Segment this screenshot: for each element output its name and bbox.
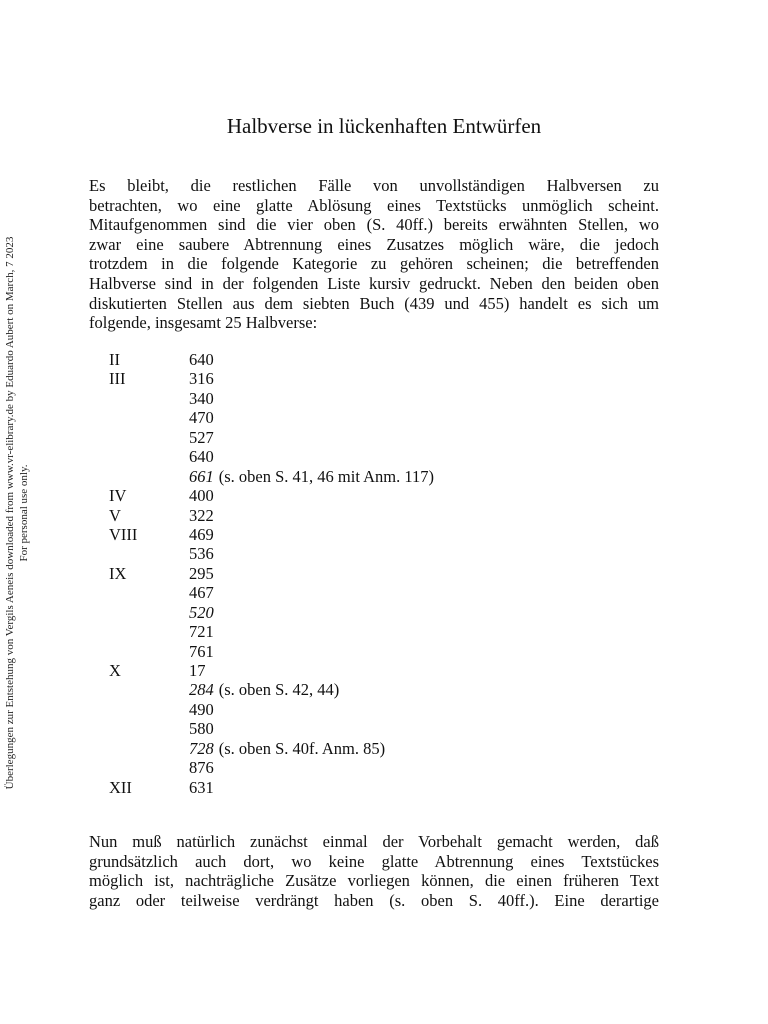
verse-note: (s. oben S. 41, 46 mit Anm. 117)	[218, 466, 435, 486]
verse-list-item	[109, 467, 434, 486]
verse-list-item	[109, 389, 434, 408]
verse-list-item	[109, 700, 434, 719]
verse-number: 580	[189, 719, 214, 739]
verse-number: 631	[189, 777, 214, 797]
book-number	[109, 603, 189, 622]
intro-paragraph	[89, 176, 659, 333]
verse-number: 640	[189, 350, 214, 369]
verse-list-item	[109, 719, 434, 738]
text-line: Halbverse sind in der folgenden Liste kursiv gedruckt. Neben den beiden oben	[89, 273, 659, 293]
book-number	[109, 642, 189, 661]
verse-number: 316	[189, 369, 214, 389]
book-number: V	[109, 505, 121, 525]
verse-list-item	[109, 506, 434, 525]
watermark-line: For personal use only.	[18, 464, 30, 562]
book-number	[109, 408, 189, 427]
text-line: Mitaufgenommen sind die vier oben (S. 40ff.) bereits erwähnten Stellen, wo	[89, 215, 659, 235]
verse-list-item	[109, 603, 434, 622]
verse-list-item	[109, 642, 434, 661]
verse-number: 467	[189, 583, 214, 603]
watermark-line: Überlegungen zur Entstehung von Vergils Aeneis downloaded from www.vr-elibrary.de by Eduardo Aubert on March, 7 2023	[4, 236, 16, 790]
verse-list-item	[109, 544, 434, 563]
verse-list-item	[109, 428, 434, 447]
verse-note: (s. oben S. 40f. Anm. 85)	[218, 738, 386, 758]
verse-number: 17	[189, 661, 206, 680]
text-line: diskutierten Stellen aus dem siebten Buch (439 und 455) handelt es sich um	[89, 293, 659, 313]
book-number	[109, 758, 189, 777]
verse-number: 490	[189, 699, 214, 719]
verse-number: 284	[189, 680, 214, 700]
verse-list-item	[109, 758, 434, 777]
verse-number: 536	[189, 544, 214, 564]
download-watermark	[3, 233, 47, 793]
verse-list-item	[109, 525, 434, 544]
verse-list-item	[109, 369, 434, 388]
verse-number: 721	[189, 622, 214, 642]
text-line: zwar eine saubere Abtrennung eines Zusatzes möglich wäre, die jedoch	[89, 234, 659, 254]
verse-number: 661	[189, 466, 214, 486]
text-line: Es bleibt, die restlichen Fälle von unvollständigen Halbversen zu	[89, 176, 659, 195]
book-number: IV	[109, 486, 127, 506]
verse-number: 640	[189, 447, 214, 467]
verse-note: (s. oben S. 42, 44)	[218, 680, 340, 700]
book-number: III	[109, 369, 126, 389]
text-line: Nun muß natürlich zunächst einmal der Vorbehalt gemacht werden, daß	[89, 832, 659, 851]
verse-number: 728	[189, 738, 214, 758]
verse-number: 527	[189, 427, 214, 447]
book-number: II	[109, 350, 120, 369]
verse-number: 322	[189, 505, 214, 525]
verse-number: 761	[189, 641, 214, 661]
verse-number: 400	[189, 486, 214, 506]
verse-number: 340	[189, 388, 214, 408]
text-line: grundsätzlich auch dort, wo keine glatte Abtrennung eines Textstückes	[89, 851, 659, 871]
verse-number: 470	[189, 408, 214, 428]
book-number	[109, 544, 189, 563]
book-number	[109, 700, 189, 719]
verse-number: 469	[189, 524, 214, 544]
verse-list-item	[109, 661, 434, 680]
verse-number: 295	[189, 563, 214, 583]
verse-list-item	[109, 622, 434, 641]
book-number: X	[109, 661, 121, 680]
book-number	[109, 680, 189, 699]
text-line: möglich ist, nachträgliche Zusätze vorliegen können, die einen früheren Text	[89, 871, 659, 891]
verse-list-item	[109, 680, 434, 699]
half-verse-list	[109, 350, 434, 797]
verse-list-item	[109, 408, 434, 427]
verse-list-item	[109, 486, 434, 505]
book-number	[109, 583, 189, 602]
text-line: betrachten, wo eine glatte Ablösung eines Textstücks unmöglich scheint.	[89, 195, 659, 215]
text-line: folgende, insgesamt 25 Halbverse:	[89, 313, 318, 333]
book-number: VIII	[109, 524, 138, 544]
verse-number: 520	[189, 602, 214, 622]
text-line: trotzdem in die folgende Kategorie zu gehören scheinen; die betreffenden	[89, 254, 659, 274]
verse-number: 876	[189, 758, 214, 778]
verse-list-item	[109, 447, 434, 466]
closing-paragraph	[89, 832, 659, 910]
book-number	[109, 389, 189, 408]
book-number: IX	[109, 563, 127, 583]
book-number	[109, 739, 189, 758]
text-line: ganz oder teilweise verdrängt haben (s. oben S. 40ff.). Eine derartige	[89, 890, 659, 910]
page-title: Halbverse in lückenhaften Entwürfen	[226, 114, 542, 138]
book-number	[109, 467, 189, 486]
book-number	[109, 447, 189, 466]
verse-list-item	[109, 583, 434, 602]
book-number	[109, 428, 189, 447]
verse-list-item	[109, 778, 434, 797]
verse-list-item	[109, 350, 434, 369]
book-number	[109, 622, 189, 641]
book-number: XII	[109, 777, 132, 797]
verse-list-item	[109, 739, 434, 758]
book-number	[109, 719, 189, 738]
verse-list-item	[109, 564, 434, 583]
